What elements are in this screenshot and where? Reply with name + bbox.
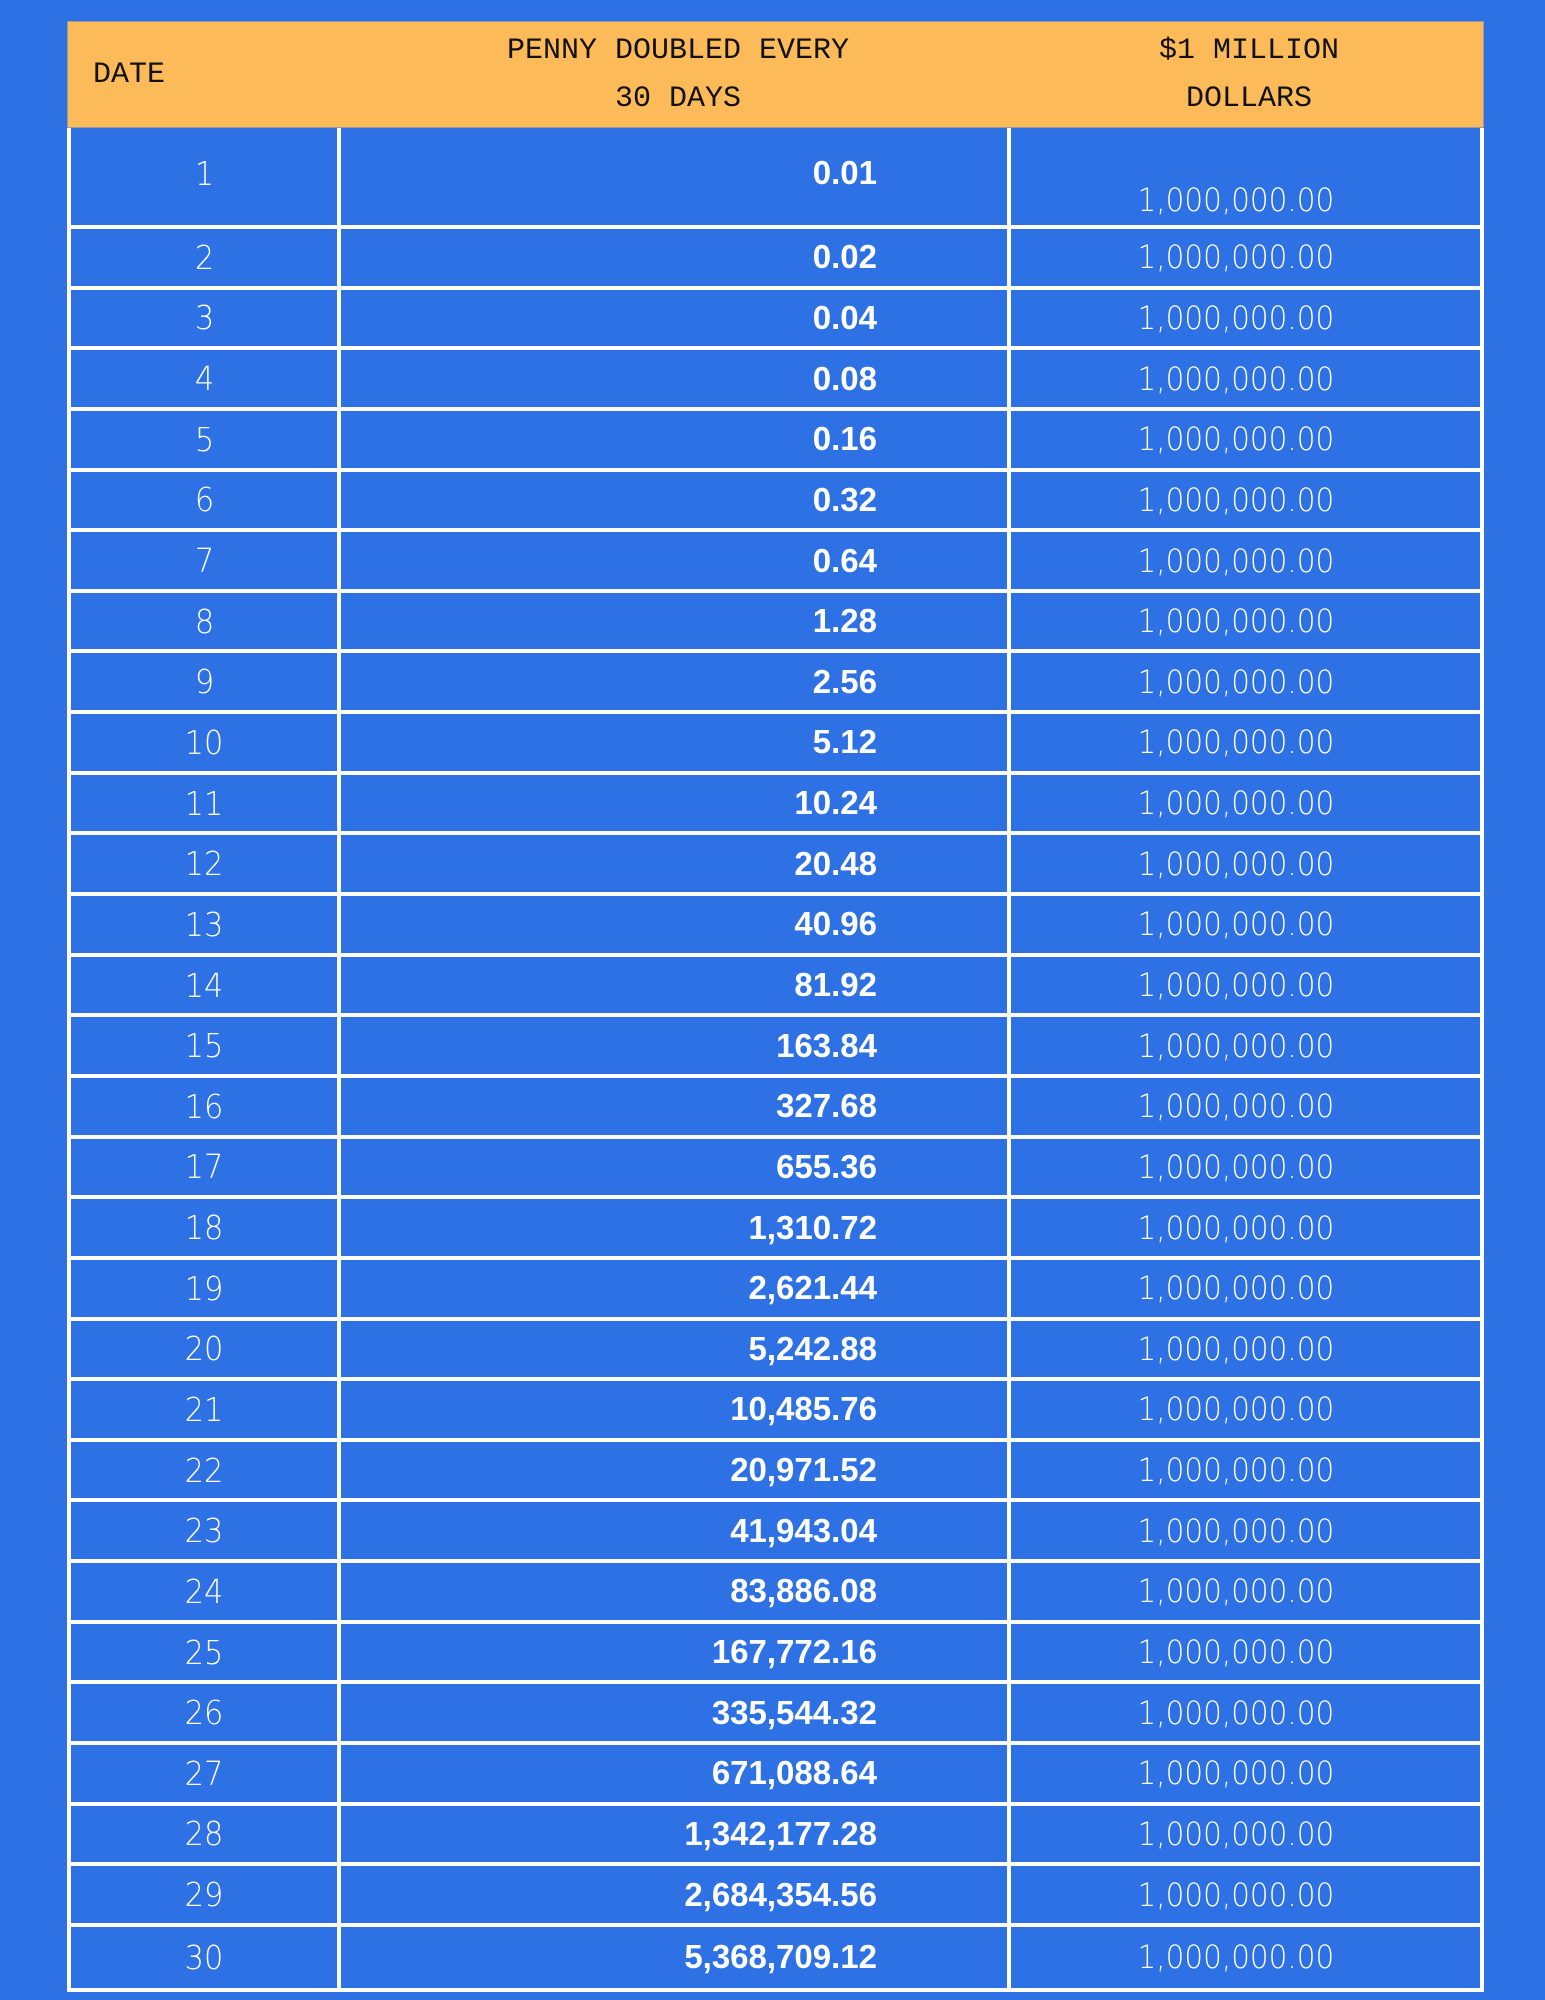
cell-million-value: 1,000,000.00 xyxy=(1137,602,1334,641)
table-row xyxy=(71,290,1480,351)
cell-day: 14 xyxy=(71,957,341,1014)
table-row xyxy=(71,835,1480,896)
cell-penny-value: 0.04 xyxy=(341,290,1011,347)
cell-million-value: 1,000,000.00 xyxy=(1137,1875,1334,1914)
table-row xyxy=(71,1442,1480,1503)
cell-million-value: 1,000,000.00 xyxy=(1137,1147,1334,1186)
table-row xyxy=(71,1866,1480,1927)
cell-million-value: 1,000,000.00 xyxy=(1137,1693,1334,1732)
cell-penny-value: 10.24 xyxy=(341,775,1011,832)
cell-day: 29 xyxy=(71,1866,341,1923)
table-row xyxy=(71,1017,1480,1078)
cell-day: 19 xyxy=(71,1260,341,1317)
table-row xyxy=(71,896,1480,957)
cell-day: 22 xyxy=(71,1442,341,1499)
header-penny-doubled: PENNY DOUBLED EVERY 30 DAYS xyxy=(506,33,850,116)
header-million-dollars: $1 MILLION DOLLARS xyxy=(1158,33,1340,116)
cell-penny-value: 81.92 xyxy=(341,957,1011,1014)
cell-million-value: 1,000,000.00 xyxy=(1137,238,1334,277)
cell-million-value: 1,000,000.00 xyxy=(1137,1208,1334,1247)
cell-million-value: 1,000,000.00 xyxy=(1137,723,1334,762)
table-row xyxy=(71,350,1480,411)
table-row xyxy=(71,1563,1480,1624)
table-row xyxy=(71,532,1480,593)
cell-day: 6 xyxy=(71,472,341,529)
cell-penny-value: 20,971.52 xyxy=(341,1442,1011,1499)
cell-day: 5 xyxy=(71,411,341,468)
cell-penny-value: 655.36 xyxy=(341,1139,1011,1196)
cell-million-value: 1,000,000.00 xyxy=(1137,1026,1334,1065)
cell-penny-value: 335,544.32 xyxy=(341,1684,1011,1741)
cell-million-value: 1,000,000.00 xyxy=(1137,905,1334,944)
cell-million-value: 1,000,000.00 xyxy=(1137,1754,1334,1793)
table-row xyxy=(71,957,1480,1018)
table-row xyxy=(71,1260,1480,1321)
cell-penny-value: 1,342,177.28 xyxy=(341,1806,1011,1863)
penny-vs-million-table xyxy=(67,21,1484,1992)
table-header xyxy=(67,21,1484,128)
cell-day: 10 xyxy=(71,714,341,771)
cell-million-value: 1,000,000.00 xyxy=(1137,1814,1334,1853)
cell-day: 21 xyxy=(71,1381,341,1438)
table-row xyxy=(71,1806,1480,1867)
cell-day: 3 xyxy=(71,290,341,347)
cell-day: 17 xyxy=(71,1139,341,1196)
cell-penny-value: 0.01 xyxy=(341,128,1011,225)
cell-penny-value: 0.64 xyxy=(341,532,1011,589)
cell-million-value: 1,000,000.00 xyxy=(1137,1390,1334,1429)
cell-penny-value: 83,886.08 xyxy=(341,1563,1011,1620)
cell-day: 7 xyxy=(71,532,341,589)
cell-million-value: 1,000,000.00 xyxy=(1137,1451,1334,1490)
cell-penny-value: 327.68 xyxy=(341,1078,1011,1135)
table-row xyxy=(71,1381,1480,1442)
cell-day: 11 xyxy=(71,775,341,832)
cell-day: 4 xyxy=(71,350,341,407)
cell-penny-value: 20.48 xyxy=(341,835,1011,892)
cell-day: 9 xyxy=(71,653,341,710)
cell-penny-value: 5.12 xyxy=(341,714,1011,771)
cell-day: 24 xyxy=(71,1563,341,1620)
cell-million-value: 1,000,000.00 xyxy=(1137,480,1334,519)
table-row xyxy=(71,593,1480,654)
cell-day: 27 xyxy=(71,1745,341,1802)
cell-penny-value: 2.56 xyxy=(341,653,1011,710)
cell-million-value: 1,000,000.00 xyxy=(1137,541,1334,580)
cell-penny-value: 1,310.72 xyxy=(341,1199,1011,1256)
table-row xyxy=(71,1684,1480,1745)
cell-million-value: 1,000,000.00 xyxy=(1137,1329,1334,1368)
cell-million-value: 1,000,000.00 xyxy=(1137,359,1334,398)
table-row xyxy=(71,1502,1480,1563)
cell-penny-value: 41,943.04 xyxy=(341,1502,1011,1559)
cell-penny-value: 40.96 xyxy=(341,896,1011,953)
cell-million-value: 1,000,000.00 xyxy=(1137,1938,1334,1977)
cell-penny-value: 0.16 xyxy=(341,411,1011,468)
cell-million-value: 1,000,000.00 xyxy=(1137,1269,1334,1308)
cell-million-value: 1,000,000.00 xyxy=(1137,1087,1334,1126)
cell-day: 28 xyxy=(71,1806,341,1863)
cell-day: 15 xyxy=(71,1017,341,1074)
cell-day: 26 xyxy=(71,1684,341,1741)
cell-penny-value: 5,368,709.12 xyxy=(341,1927,1011,1988)
header-date: DATE xyxy=(93,57,166,92)
table-row xyxy=(71,1078,1480,1139)
table-row xyxy=(71,472,1480,533)
table-row xyxy=(71,411,1480,472)
cell-million-value: 1,000,000.00 xyxy=(1137,784,1334,823)
cell-penny-value: 2,684,354.56 xyxy=(341,1866,1011,1923)
cell-day: 1 xyxy=(71,128,341,225)
cell-penny-value: 0.02 xyxy=(341,229,1011,286)
cell-penny-value: 167,772.16 xyxy=(341,1624,1011,1681)
cell-day: 13 xyxy=(71,896,341,953)
cell-penny-value: 671,088.64 xyxy=(341,1745,1011,1802)
cell-day: 30 xyxy=(71,1927,341,1988)
cell-million-value: 1,000,000.00 xyxy=(1137,181,1334,219)
cell-million-value: 1,000,000.00 xyxy=(1137,662,1334,701)
cell-million-value: 1,000,000.00 xyxy=(1137,1633,1334,1672)
table-row xyxy=(71,653,1480,714)
cell-penny-value: 0.08 xyxy=(341,350,1011,407)
cell-penny-value: 10,485.76 xyxy=(341,1381,1011,1438)
table-row xyxy=(71,1745,1480,1806)
table-row xyxy=(71,229,1480,290)
cell-day: 20 xyxy=(71,1321,341,1378)
cell-million-value: 1,000,000.00 xyxy=(1137,420,1334,459)
cell-million-value: 1,000,000.00 xyxy=(1137,966,1334,1004)
cell-day: 16 xyxy=(71,1078,341,1135)
table-row xyxy=(71,1321,1480,1382)
cell-million-value: 1,000,000.00 xyxy=(1137,298,1334,337)
cell-day: 23 xyxy=(71,1502,341,1559)
table-body xyxy=(67,128,1484,1992)
table-row xyxy=(71,775,1480,836)
cell-penny-value: 2,621.44 xyxy=(341,1260,1011,1317)
cell-penny-value: 5,242.88 xyxy=(341,1321,1011,1378)
cell-day: 18 xyxy=(71,1199,341,1256)
cell-million-value: 1,000,000.00 xyxy=(1137,844,1334,883)
table-row xyxy=(71,1624,1480,1685)
table-row xyxy=(71,1139,1480,1200)
cell-penny-value: 0.32 xyxy=(341,472,1011,529)
cell-day: 2 xyxy=(71,229,341,286)
table-row xyxy=(71,714,1480,775)
cell-day: 25 xyxy=(71,1624,341,1681)
cell-penny-value: 163.84 xyxy=(341,1017,1011,1074)
cell-million-value: 1,000,000.00 xyxy=(1137,1511,1334,1550)
table-row xyxy=(71,1927,1480,1988)
cell-million-value: 1,000,000.00 xyxy=(1137,1572,1334,1611)
cell-day: 8 xyxy=(71,593,341,650)
table-row xyxy=(71,1199,1480,1260)
cell-day: 12 xyxy=(71,835,341,892)
table-row xyxy=(71,128,1480,229)
cell-penny-value: 1.28 xyxy=(341,593,1011,650)
